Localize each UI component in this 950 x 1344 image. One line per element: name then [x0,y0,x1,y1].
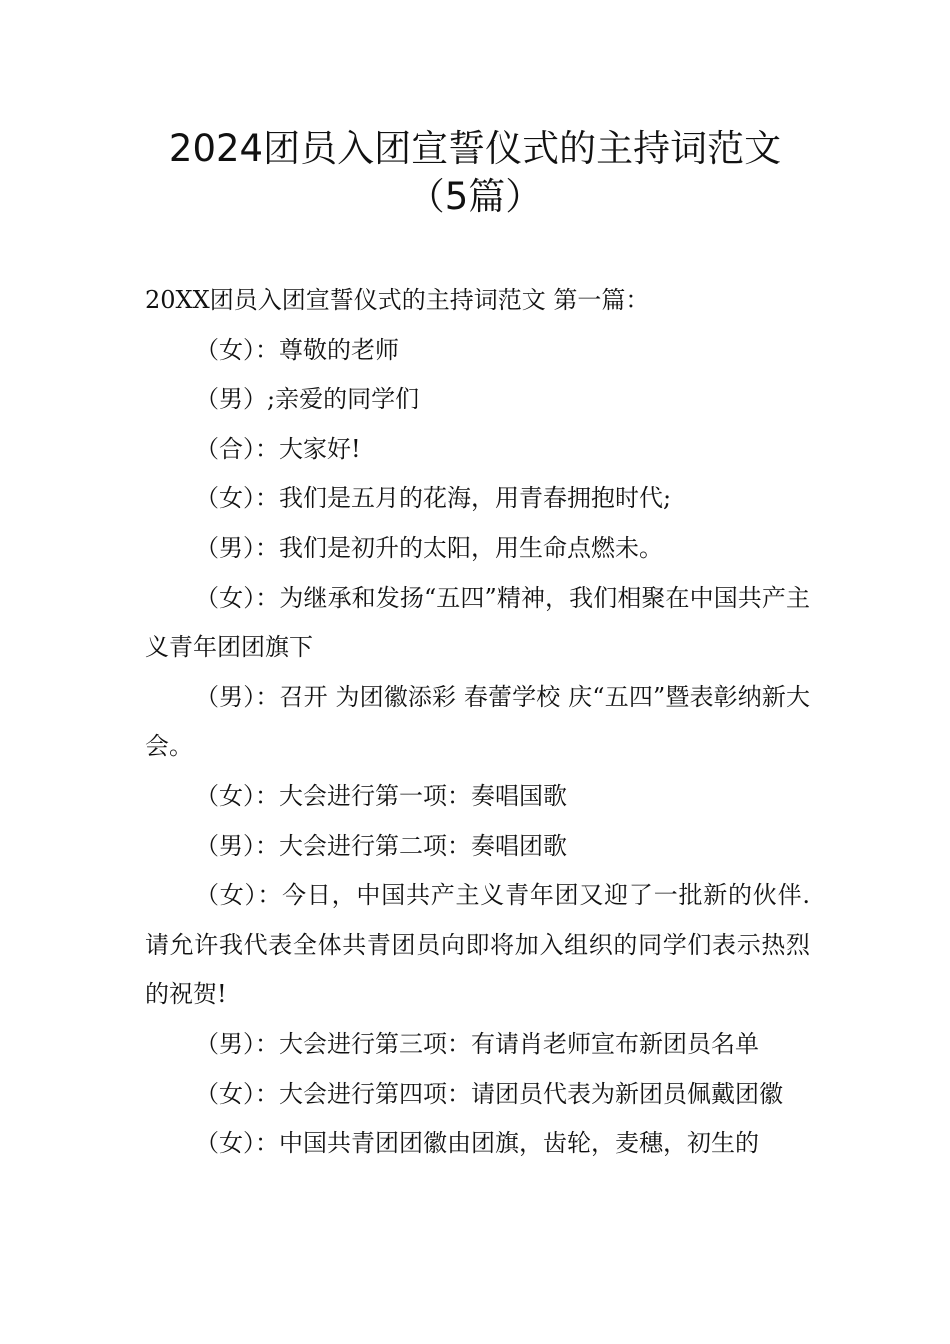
paragraph: （女）：大会进行第四项：请团员代表为新团员佩戴团徽 [195,1079,783,1108]
paragraph: （女）：我们是五月的花海，用青春拥抱时代; [195,484,672,513]
paragraph: （男）;亲爱的同学们 [195,385,420,414]
paragraph: （女）：大会进行第一项：奏唱国歌 [195,781,567,810]
paragraph: （女）：为继承和发扬“五四”精神，我们相聚在中国共产主义青年团团旗下 [145,583,810,662]
paragraph: （合）：大家好! [195,434,361,463]
section-heading: 20XX团员入团宣誓仪式的主持词范文 第一篇： [145,286,650,314]
document-title-line-1: 2024团员入团宣誓仪式的主持词范文 [168,127,782,170]
paragraph: （女）：中国共青团团徽由团旗，齿轮，麦穗，初生的 [195,1129,759,1158]
paragraph: （男）：大会进行第二项：奏唱团歌 [195,831,567,860]
document-title-line-2: （5篇） [407,175,543,218]
paragraph: （男）：召开 为团徽添彩 春蕾学校 庆“五四”暨表彰纳新大会。 [145,682,810,761]
paragraph: （女）：今日，中国共产主义青年团又迎了一批新的伙伴.请允许我代表全体共青团员向即将加入组织的同学们表示热烈的祝贺! [145,881,810,1009]
document-body [145,276,810,1169]
paragraph: （男）：大会进行第三项：有请肖老师宣布新团员名单 [195,1029,759,1058]
paragraph: （女）：尊敬的老师 [195,335,399,364]
paragraph: （男）：我们是初升的太阳，用生命点燃未。 [195,533,663,562]
